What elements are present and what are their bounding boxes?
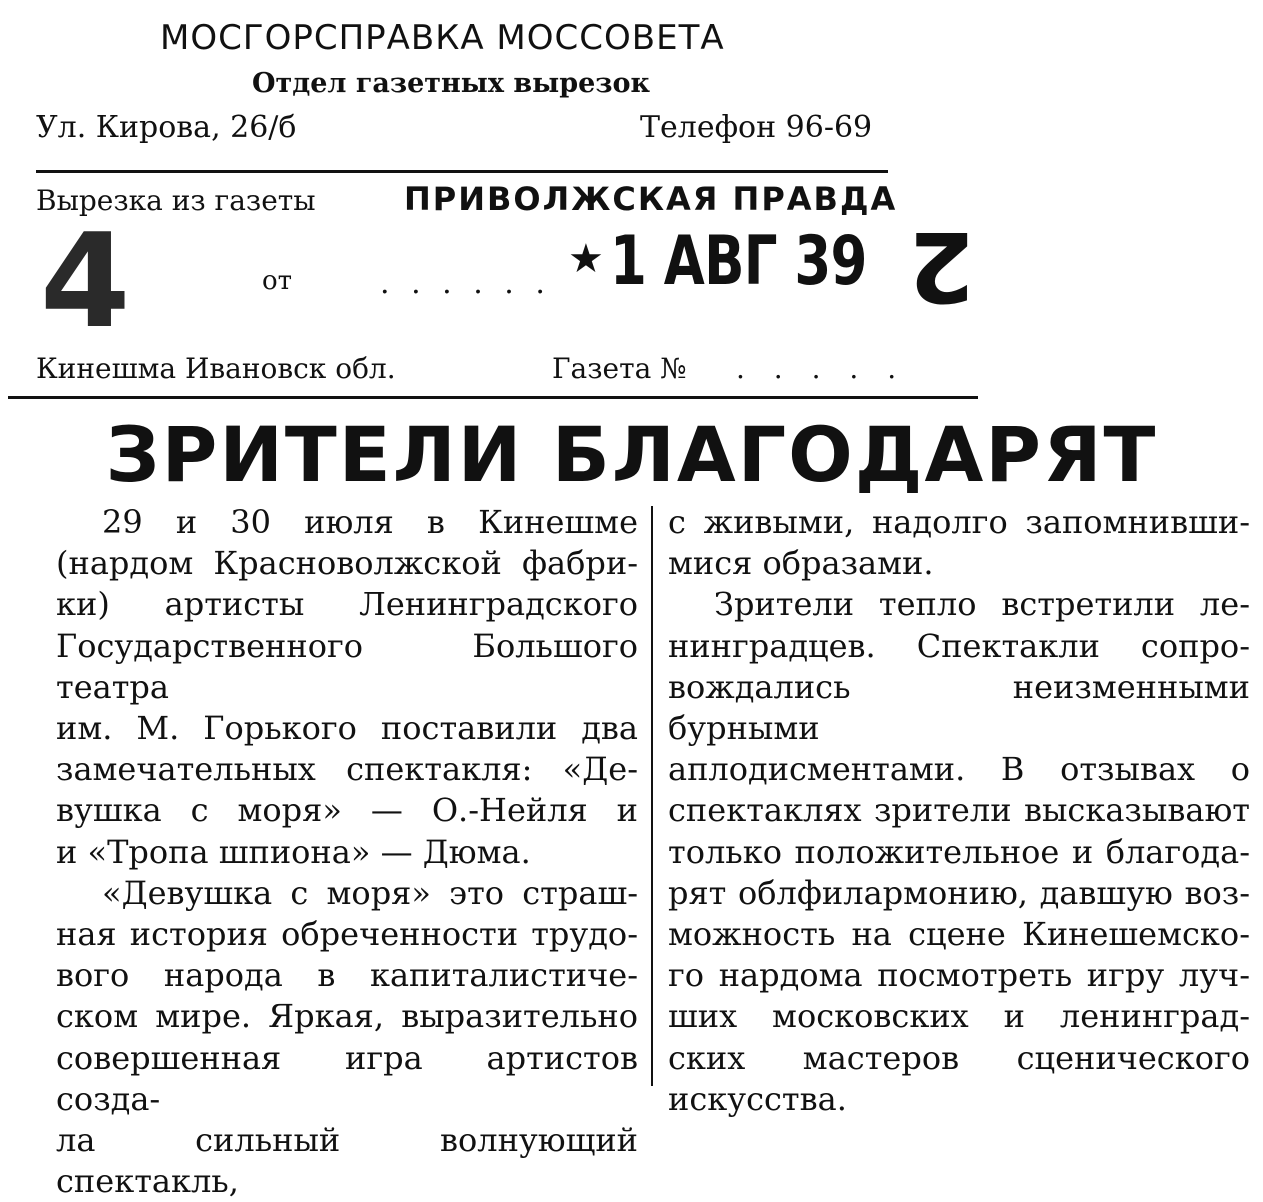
city-region: Кинешма Ивановск обл. (36, 352, 396, 385)
text-line: ских мастеров сценического (668, 1038, 1250, 1077)
text-line: вушка с моря» — О.-Нейля и (56, 791, 638, 830)
corner-stamp: 2 (908, 210, 975, 322)
text-line: только положительное и благода- (668, 832, 1250, 871)
text-line: 29 и 30 июля в Кинешме (102, 503, 638, 541)
bureau-title: МОСГОРСПРАВКА МОССОВЕТА (160, 18, 725, 58)
issue-dots: . . . . . (736, 352, 907, 385)
article-column-right (668, 502, 1250, 1120)
phone: Телефон 96-69 (640, 110, 873, 145)
text-line: ших московских и ленинград- (668, 997, 1250, 1036)
text-line: (нардом Красноволжской фабри- (56, 544, 638, 583)
clipping-label: Вырезка из газеты (36, 184, 316, 217)
text-line: с живыми, надолго запомнивши- (668, 503, 1250, 541)
text-line: аплодисментами. В отзывах о (668, 750, 1250, 789)
text-line: Государственного Большого театра (56, 626, 638, 706)
article-column-left (56, 502, 638, 1202)
text-line: Зрители тепло встретили ле- (714, 585, 1250, 624)
text-line: ском мире. Яркая, выразительно (56, 997, 638, 1036)
handwritten-number: 4 (40, 205, 131, 357)
text-line: ная история обреченности трудо- (56, 915, 638, 954)
newspaper-name: ПРИВОЛЖСКАЯ ПРАВДА (404, 180, 898, 218)
column-divider (651, 506, 653, 1086)
text-line: спектаклях зрители высказывают (668, 791, 1250, 830)
text-line: и «Тропа шпиона» — Дюма. (56, 832, 531, 871)
address: Ул. Кирова, 26/б (36, 110, 297, 145)
text-line: замечательных спектакля: «Де- (56, 750, 638, 789)
article-headline: ЗРИТЕЛИ БЛАГОДАРЯТ (105, 410, 1158, 499)
text-line: можность на сцене Кинешемско- (668, 915, 1250, 954)
text-line: вождались неизменными бурными (668, 667, 1250, 748)
date-from-label: от (262, 266, 293, 296)
text-line: им. М. Горького поставили два (56, 709, 638, 748)
date-stamp: 1 АВГ 39 (610, 222, 867, 301)
text-line: ла сильный волнующий спектакль, (56, 1121, 638, 1201)
text-line: искусства. (668, 1079, 847, 1118)
text-line: «Девушка с моря» это страш- (102, 873, 638, 912)
header-divider (36, 170, 888, 173)
text-line: го нардома посмотреть игру луч- (668, 956, 1250, 995)
text-line: мися образами. (668, 544, 934, 583)
department-name: Отдел газетных вырезок (252, 68, 650, 99)
date-dots: . . . . . . (380, 266, 551, 301)
text-line: совершенная игра артистов созда- (56, 1038, 638, 1118)
star-icon: ★ (568, 236, 604, 282)
issue-number-label: Газета № (552, 352, 687, 385)
text-line: ки) артисты Ленинградского (56, 585, 638, 624)
text-line: рят облфилармонию, давшую воз- (668, 873, 1250, 912)
text-line: нинградцев. Спектакли сопро- (668, 626, 1250, 665)
clipping-divider (8, 396, 978, 399)
text-line: вого народа в капиталистиче- (56, 956, 638, 995)
